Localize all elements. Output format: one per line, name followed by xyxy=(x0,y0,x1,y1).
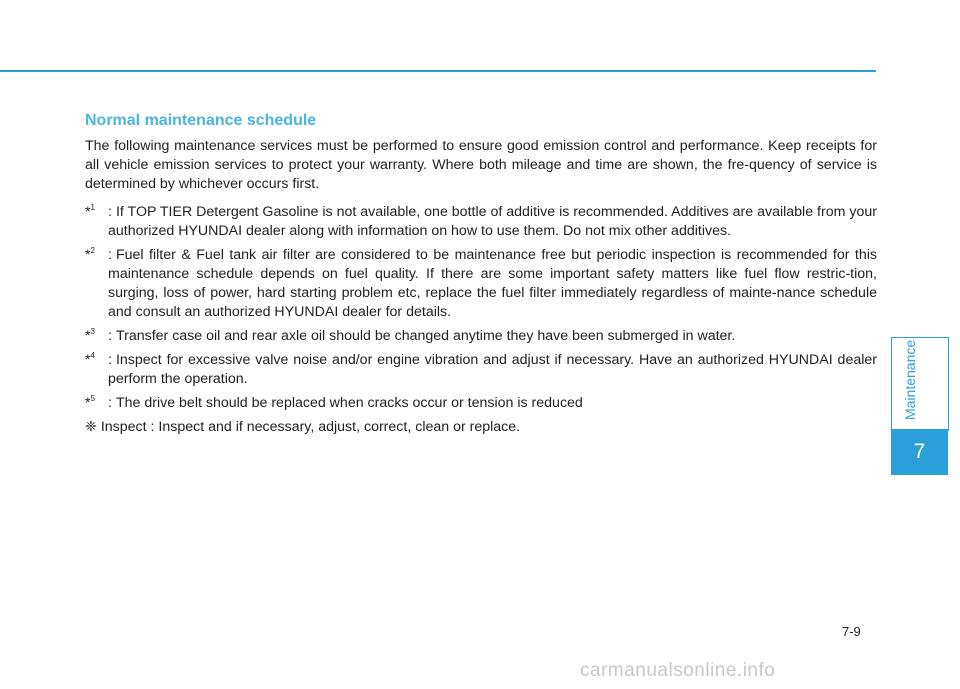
page-number: 7-9 xyxy=(842,624,861,639)
inspect-symbol-icon: ❈ xyxy=(85,419,97,435)
watermark: carmanualsonline.info xyxy=(580,660,776,681)
footnote-5: *$^5$ : The drive belt should be replaced when cracks occur or tension is reduced xyxy=(85,394,583,411)
footnote-marker: *$^2$ xyxy=(85,246,95,263)
chapter-side-label xyxy=(891,337,949,431)
footnote-1: *$^1$ : If TOP TIER Detergent Gasoline is not available, one bottle of additive is recommended. Additives are available from your authorized HYUNDAI dealer along with information on how to use them. Do not mix other additives. xyxy=(85,203,877,239)
footnote-marker: *$^4$ xyxy=(85,351,95,368)
footnote-text: The drive belt should be replaced when cracks occur or tension is reduced xyxy=(115,395,583,411)
inspect-note-text: Inspect : Inspect and if necessary, adjust, correct, clean or replace. xyxy=(100,419,521,435)
footnote-marker: *$^1$ xyxy=(85,203,95,220)
chapter-label: Maintenance xyxy=(902,339,918,420)
footnote-marker: *$^5$ xyxy=(85,394,95,411)
footnote-list xyxy=(85,203,877,442)
footnote-text: Fuel filter & Fuel tank air filter are considered to be maintenance free but periodic inspection is recommended for this maintenance schedule depends on fuel quality. If there are some important safety matters like fuel flow restric-tion, surging, loss of power, hard starting problem etc, replace the fuel filter immediately regardless of mainte-nance schedule and consult an authorized HYUNDAI dealer for details. xyxy=(108,247,877,320)
footnote-4: *$^4$ : Inspect for excessive valve noise and/or engine vibration and adjust if necessary. Have an authorized HYUNDAI dealer perform the operation. xyxy=(85,351,877,387)
footnote-text: Inspect for excessive valve noise and/or engine vibration and adjust if necessary. Have an authorized HYUNDAI dealer perform the operation. xyxy=(108,352,877,387)
footnote-3: *$^3$ : Transfer case oil and rear axle oil should be changed anytime they have been submerged in water. xyxy=(85,327,736,344)
footnote-marker: *$^3$ xyxy=(85,327,95,344)
intro-paragraph: The following maintenance services must be performed to ensure good emission control and performance. Keep receipts for all vehicle emission services to protect your warranty. Where both mileage and time are shown, the fre-quency of service is determined by whichever occurs first. xyxy=(85,138,877,192)
section-title: Normal maintenance schedule xyxy=(85,112,317,129)
header-rule xyxy=(0,70,876,72)
footnote-text: If TOP TIER Detergent Gasoline is not available, one bottle of additive is recommended. Additives are available from your authorized HYUNDAI dealer along with information on how to use them. Do not mix other additives. xyxy=(108,204,877,239)
chapter-tab: 7 xyxy=(891,429,948,475)
footnote-text: Transfer case oil and rear axle oil should be changed anytime they have been submerged in water. xyxy=(115,328,736,344)
inspect-note xyxy=(85,418,877,437)
footnote-2: *$^2$ : Fuel filter & Fuel tank air filter are considered to be maintenance free but periodic inspection is recommended for this maintenance schedule depends on fuel quality. If there are some important safety matters like fuel flow restric-tion, surging, loss of power, hard starting problem etc, replace the fuel filter immediately regardless of mainte-nance schedule and consult an authorized HYUNDAI dealer for details. xyxy=(85,246,877,320)
